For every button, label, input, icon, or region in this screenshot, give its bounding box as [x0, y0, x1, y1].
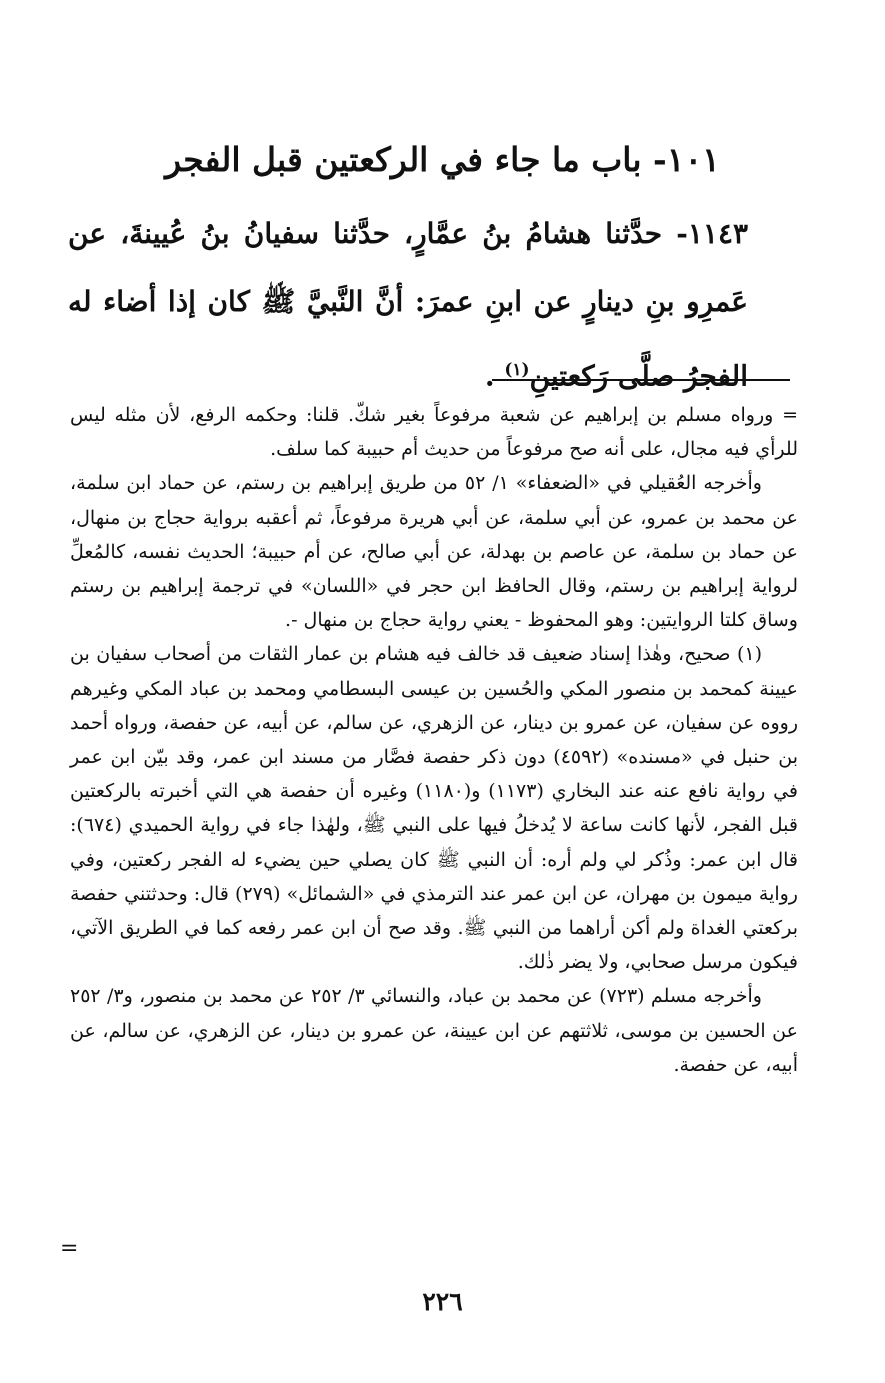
continues-marker: = [60, 1236, 79, 1261]
footnote-1-text: صحيح، وهٰذا إسناد ضعيف قد خالف فيه هشام بن عمار الثقات من أصحاب سفيان بن عيينة كمحمد بن منصور المكي والحُسين بن عيسى البسطامي ومحمد بن عباد المكي وغيرهم رووه عن سفيان، عن عمرو بن دينار، عن الزهري، عن سالم، عن أبيه، عن حفصة، ورواه أحمد بن حنبل في «مسنده» (٤٥٩٢) دون ذكر حفصة فصَّار من مسند ابن عمر، وقد بيّن ابن عمر في رواية نافع عنه عند البخاري (١١٧٣) و(١١٨٠) وغيره أن حفصة هي التي أخبرته بالركعتين قبل الفجر، لأنها كانت ساعة لا يُدخلُ فيها على النبي ﷺ، ولهٰذا جاء في رواية الحميدي (٦٧٤): قال ابن عمر: وذُكر لي ولم أره: أن النبي ﷺ كان يصلي حين يضيء له الفجر ركعتين، وفي رواية ميمون بن مهران، عن ابن عمر عند الترمذي في «الشمائل» (٢٧٩) قال: وحدثتني حفصة بركعتي الغداة ولم أكن أراهما من النبي ﷺ. وقد صح أن ابن عمر رفعه كما في الطريق الآتي، فيكون مرسل صحابي، ولا يضر ذٰلك. [70, 643, 798, 974]
footnote-continuation-text: ورواه مسلم بن إبراهيم عن شعبة مرفوعاً بغير شكّ. قلنا: وحكمه الرفع، لأن مثله ليس للرأي فيه مجال، على أنه صح مرفوعاً من حديث أم حبيبة كما سلف. [70, 404, 798, 461]
footnote-1-paragraph-2: وأخرجه مسلم (٧٢٣) عن محمد بن عباد، والنسائي ٣/ ٢٥٢ عن محمد بن منصور، و٣/ ٢٥٢ عن الحسين بن موسى، ثلاثتهم عن ابن عيينة، عن عمرو بن دينار، عن الزهري، عن سالم، عن أبيه، عن حفصة. [70, 985, 798, 1076]
footnotes-section [70, 398, 798, 1082]
footnote-number: (١) [736, 643, 762, 666]
footnote-1 [70, 637, 798, 979]
hadith-matn: أنَّ النَّبيَّ ﷺ كان إذا أضاء له الفجرُ صلَّى رَكعتينِ [68, 285, 748, 393]
footnote-continuation-paragraph: وأخرجه العُقيلي في «الضعفاء» ١/ ٥٢ من طريق إبراهيم بن رستم، عن حماد ابن سلمة، عن محمد بن عمرو، عن أبي سلمة، عن أبي هريرة مرفوعاً، ثم أعقبه برواية حجاج بن منهال، عن حماد بن سلمة، عن عاصم بن بهدلة، عن أبي صالح، عن أم حبيبة؛ الحديث نفسه، كالمُعلِّ لرواية إبراهيم بن رستم، وقال الحافظ ابن حجر في «اللسان» في ترجمة إبراهيم بن رستم وساق كلتا الروايتين: وهو المحفوظ - يعني رواية حجاج بن منهال -. [70, 472, 798, 632]
hadith-end: . [484, 359, 495, 393]
page-number: ٢٢٦ [422, 1287, 463, 1316]
continuation-marker: = [782, 404, 798, 426]
hadith-isnad: ١١٤٣- حدَّثنا هشامُ بنُ عمَّارٍ، حدَّثنا سفيانُ بنُ عُيينةَ، عن عَمرِو بنِ دينارٍ عن ابنِ عمرَ: [68, 217, 749, 318]
footnote-continuation [70, 398, 798, 466]
footnote-separator [492, 379, 790, 381]
chapter-title: ١٠١- باب ما جاء في الركعتين قبل الفجر [165, 140, 720, 179]
footnote-reference[interactable]: (١) [504, 360, 530, 380]
